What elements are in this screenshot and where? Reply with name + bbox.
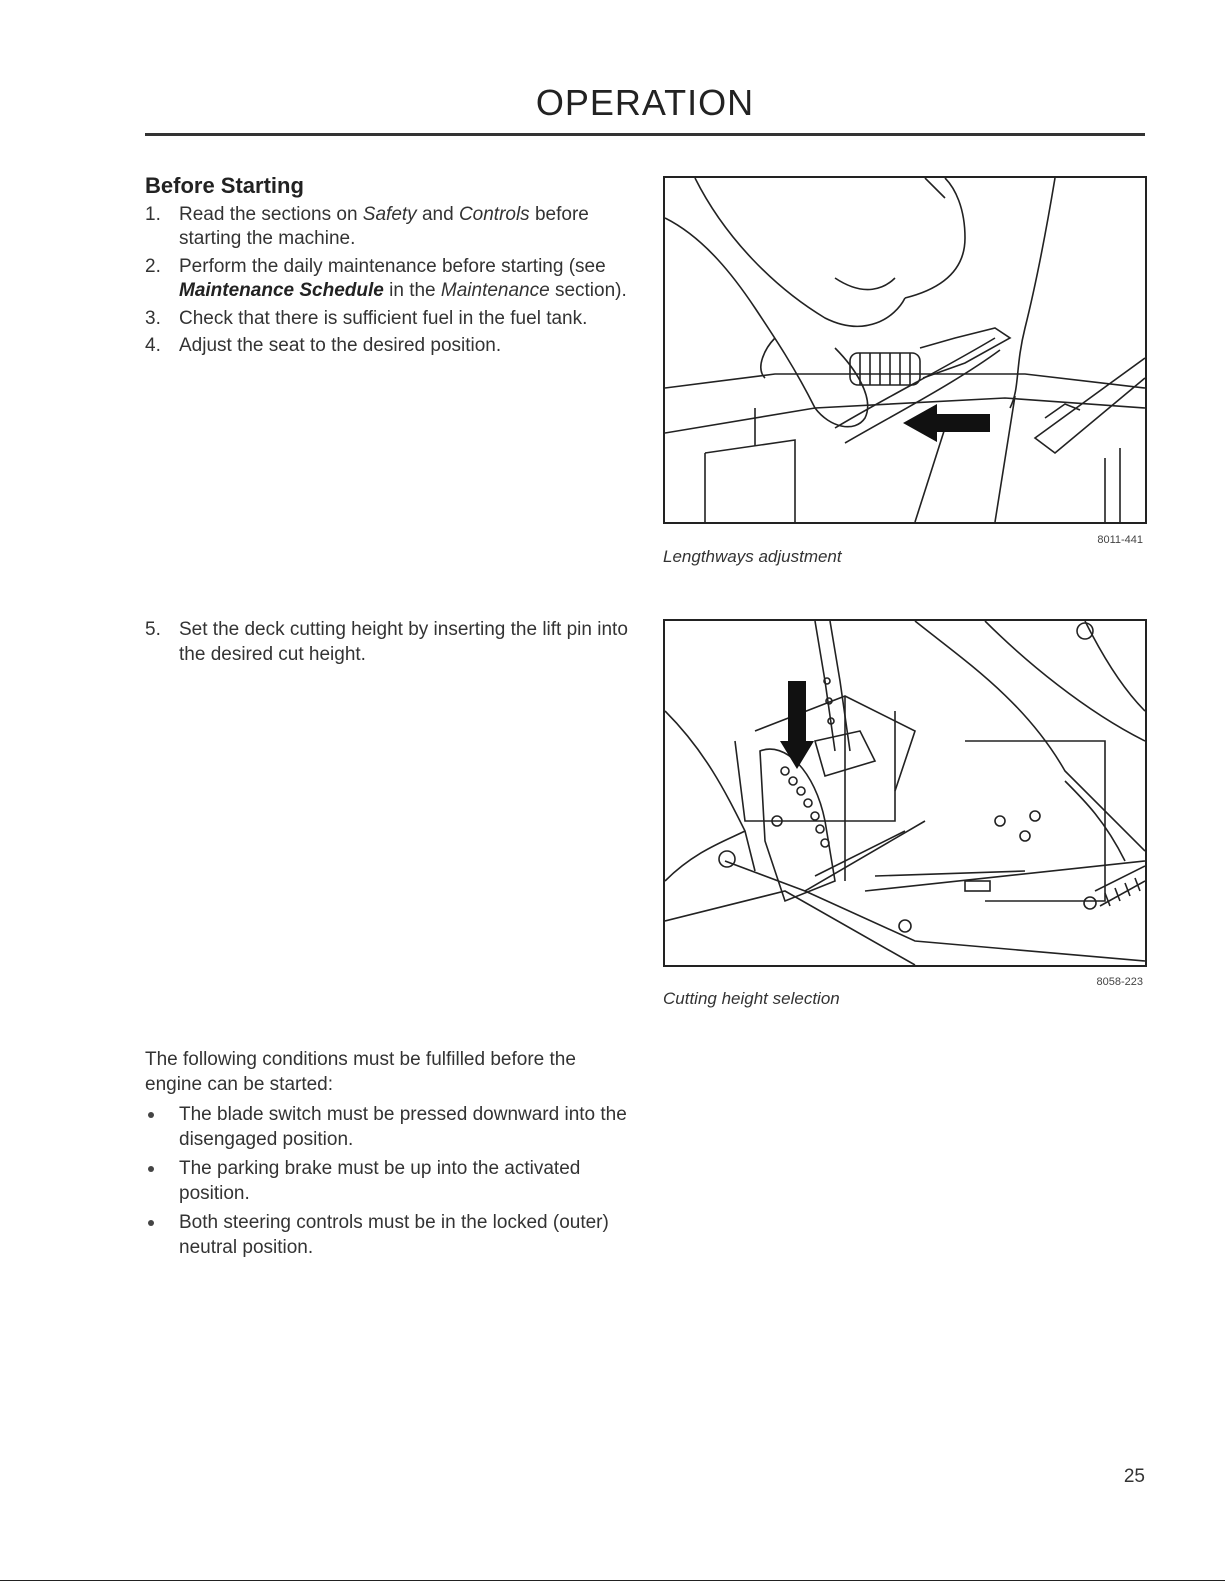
- list-item: [145, 255, 630, 304]
- direction-arrow-icon: [903, 404, 990, 442]
- condition-text: The blade switch must be pressed downward into the disengaged position.: [179, 1104, 627, 1150]
- step-number: 2.: [145, 255, 161, 277]
- maintenance-reference: Maintenance: [440, 280, 550, 301]
- step-text: in the: [383, 280, 441, 301]
- step-text: Perform the daily maintenance before starting (see: [179, 255, 606, 277]
- list-item: [145, 1211, 630, 1260]
- figure-code: 8058-223: [1096, 976, 1143, 988]
- list-item: [145, 618, 630, 667]
- list-item: [145, 1157, 630, 1206]
- step-number: 4.: [145, 335, 161, 356]
- start-conditions-section: [145, 1048, 630, 1265]
- safety-reference: Safety: [362, 203, 417, 225]
- list-item: [145, 334, 630, 359]
- before-starting-section: [145, 174, 630, 362]
- step-text: section).: [549, 280, 627, 301]
- conditions-list: [145, 1103, 630, 1260]
- page-number: 25: [1123, 1466, 1145, 1487]
- bullet-icon: [148, 1166, 154, 1172]
- step-text: and: [416, 203, 459, 225]
- title-divider: [145, 133, 1145, 136]
- seat-adjustment-illustration: [665, 178, 1145, 522]
- step-number: 3.: [145, 307, 161, 329]
- list-item: [145, 307, 630, 332]
- steps-list: [145, 618, 630, 667]
- step-text: Check that there is sufficient fuel in the fuel tank.: [179, 307, 588, 329]
- conditions-intro: The following conditions must be fulfilled before the engine can be started:: [145, 1049, 576, 1095]
- bullet-icon: [148, 1112, 154, 1118]
- step-text: Read the sections on: [179, 203, 363, 225]
- step-text: Set the deck cutting height by inserting the lift pin into the desired cut height.: [179, 619, 628, 665]
- step-text: before starting the machine.: [179, 203, 589, 249]
- figure-cutting-height-selection: [663, 619, 1147, 967]
- steps-list: [145, 203, 630, 359]
- section-heading: Before Starting: [145, 173, 304, 198]
- figure-caption: Lengthways adjustment: [663, 547, 842, 566]
- figure-lengthways-adjustment: [663, 176, 1147, 524]
- bullet-icon: [148, 1220, 154, 1226]
- down-arrow-icon: [780, 681, 814, 769]
- step-number: 1.: [145, 203, 161, 225]
- page-title: OPERATION: [535, 82, 755, 123]
- controls-reference: Controls: [458, 203, 530, 225]
- bottom-divider: [0, 1580, 1225, 1581]
- list-item: [145, 203, 630, 252]
- condition-text: Both steering controls must be in the locked (outer) neutral position.: [179, 1212, 609, 1258]
- step-text: Adjust the seat to the desired position.: [179, 335, 502, 356]
- list-item: [145, 1103, 630, 1152]
- condition-text: The parking brake must be up into the activated position.: [179, 1158, 581, 1204]
- figure-code: 8011-441: [1097, 534, 1143, 546]
- figure-caption: Cutting height selection: [663, 989, 840, 1008]
- step-5-section: [145, 618, 630, 670]
- cutting-height-illustration: [665, 621, 1145, 965]
- step-number: 5.: [145, 619, 161, 640]
- maintenance-schedule-reference: Maintenance Schedule: [179, 280, 384, 301]
